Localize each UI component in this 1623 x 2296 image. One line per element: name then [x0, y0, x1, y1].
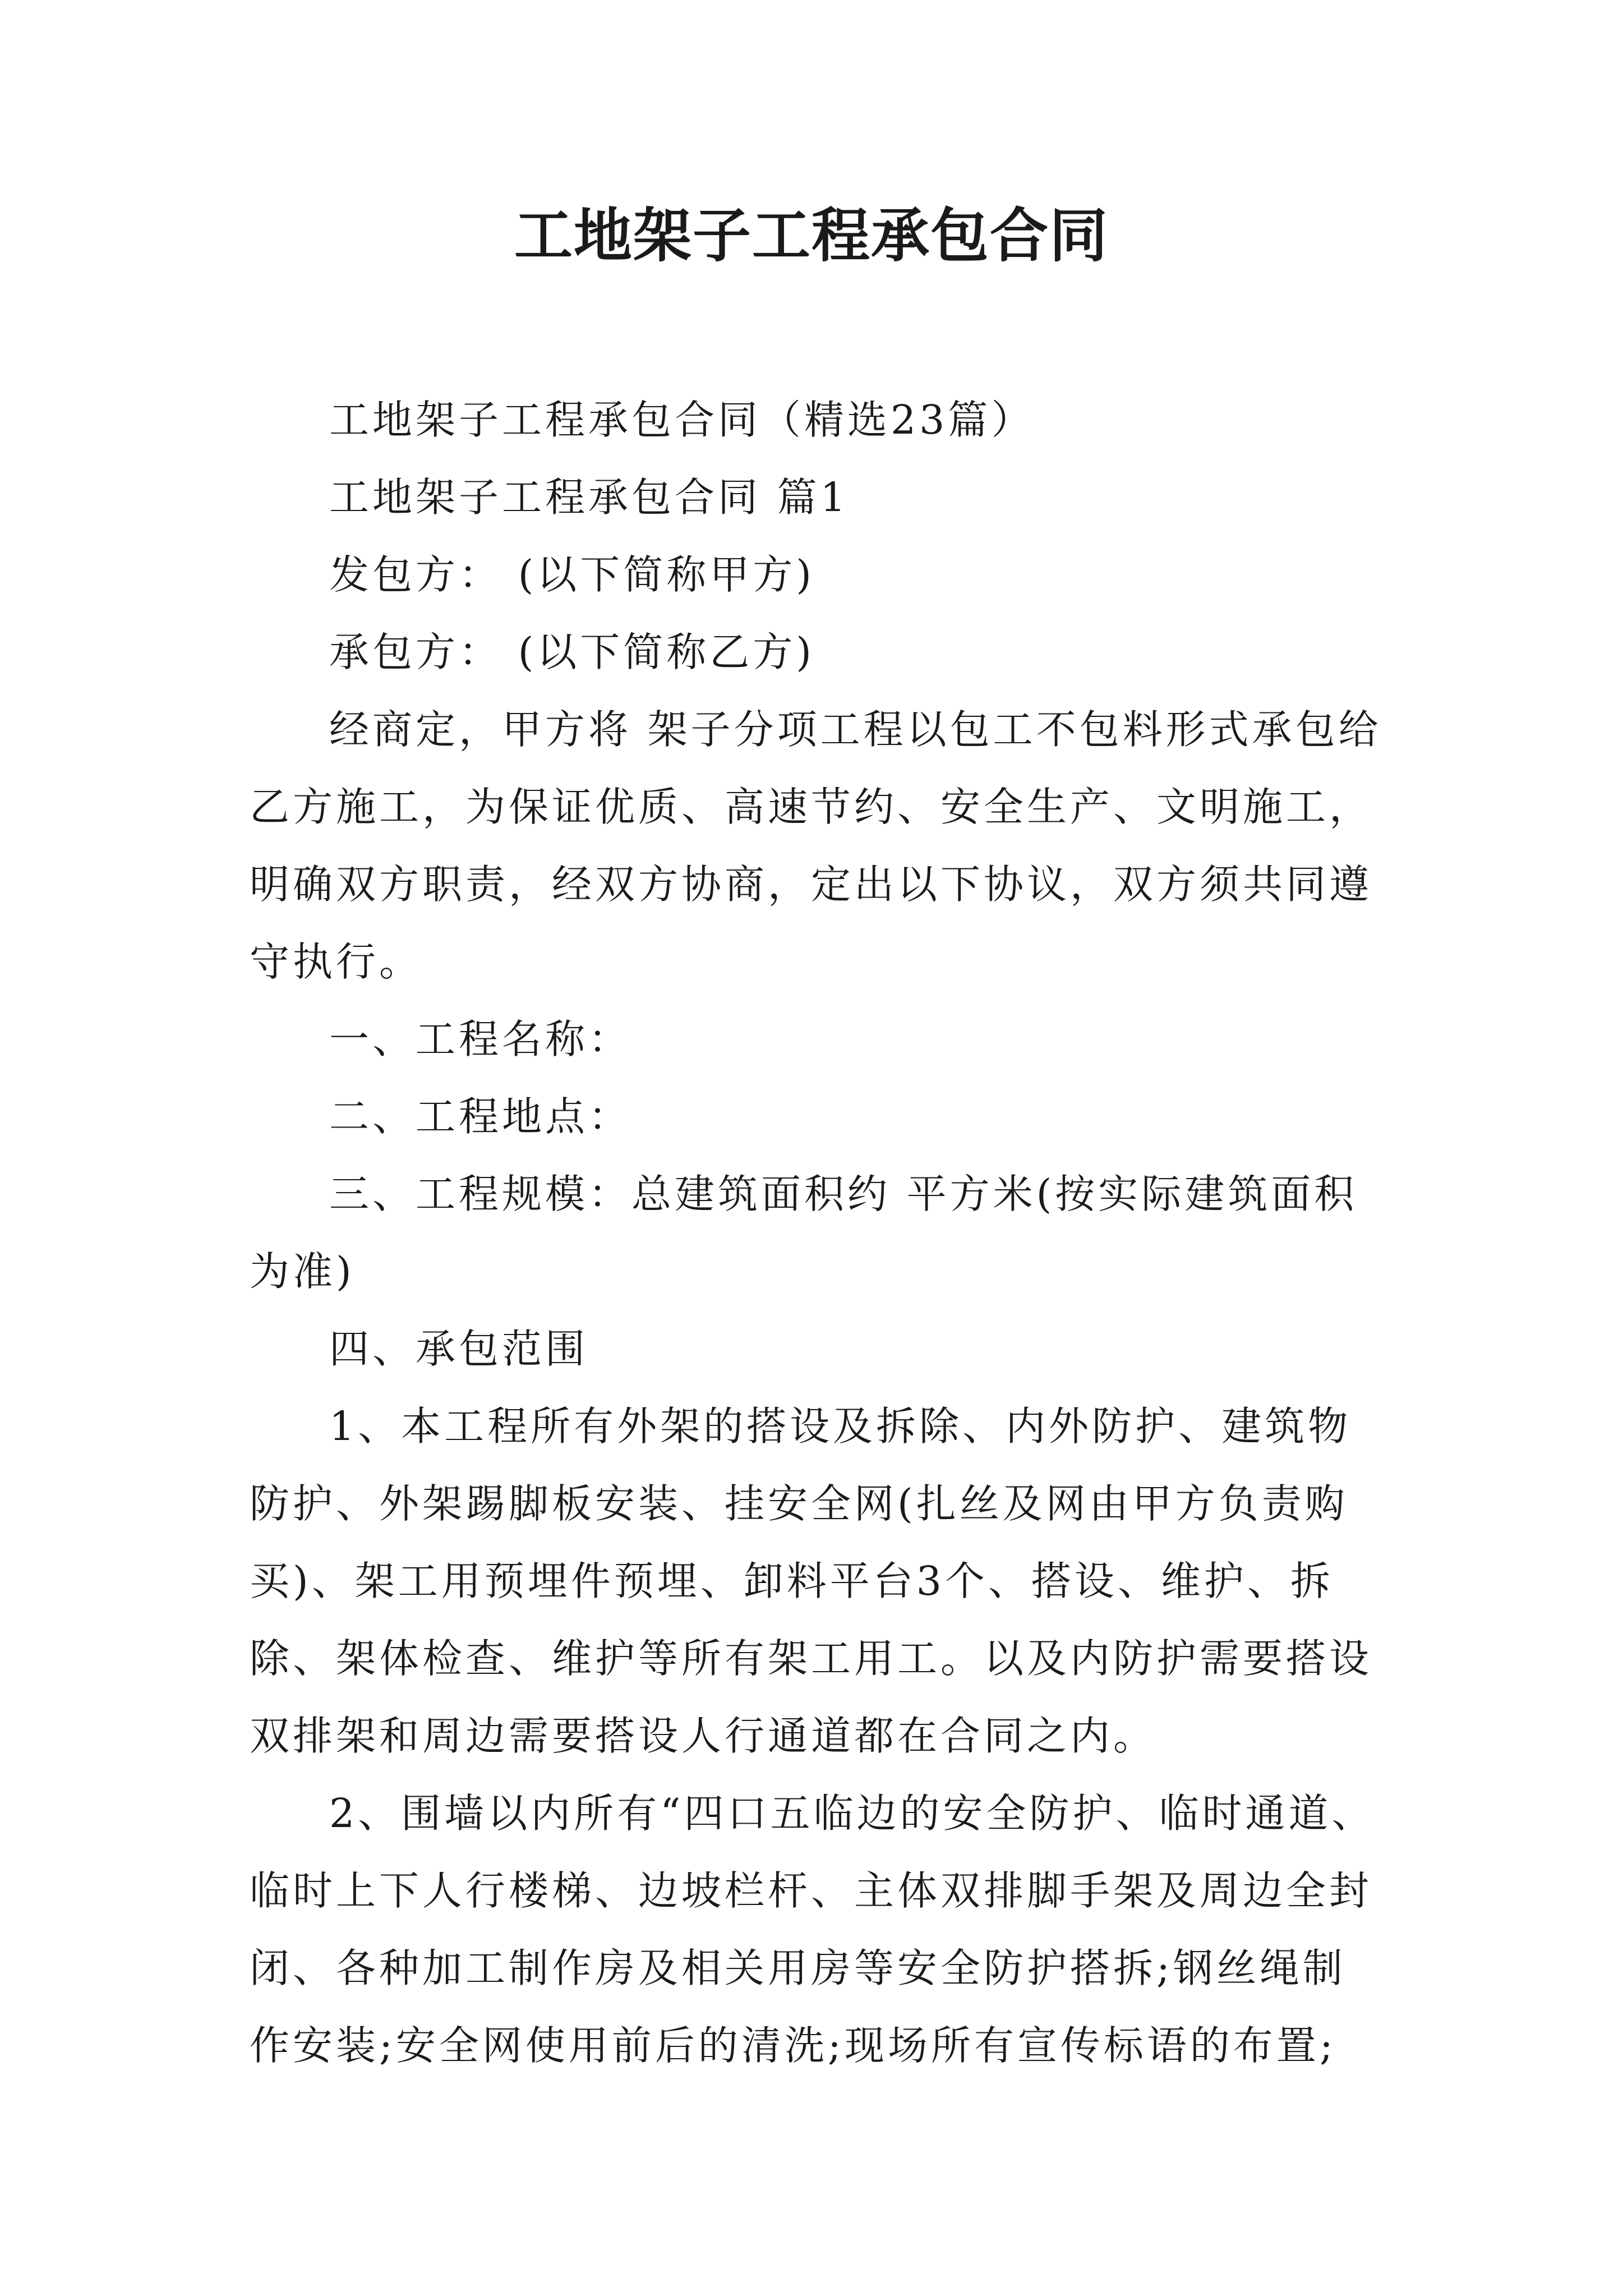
paragraph: 二、工程地点： — [329, 1093, 632, 1140]
paragraph: 承包方： (以下简称乙方) — [329, 629, 815, 675]
paragraph: 发包方： (以下简称甲方) — [329, 551, 815, 598]
document-title: 工地架子工程承包合同 — [514, 201, 1109, 270]
paragraph: 工地架子工程承包合同（精选23篇） — [329, 397, 1035, 443]
paragraph: 1、本工程所有外架的搭设及拆除、内外防护、建筑物防护、外架踢脚板安装、挂安全网(扎丝及网由甲方负责购买)、架工用预埋件预埋、卸料平台3个、搭设、维护、拆除、架体检查、维护等所有架工用工。以及内防护需要搭设双排架和周边需要搭设人行通道都在合同之内。 — [250, 1403, 1373, 1759]
paragraph: 工地架子工程承包合同 篇1 — [329, 474, 849, 521]
paragraph: 2、围墙以内所有“四口五临边的安全防护、临时通道、临时上下人行楼梯、边坡栏杆、主体双排脚手架及周边全封闭、各种加工制作房及相关用房等安全防护搭拆;钢丝绳制作安装;安全网使用前后的清洗;现场所有宣传标语的布置; — [250, 1790, 1375, 2069]
paragraph: 四、承包范围 — [329, 1326, 589, 1372]
paragraph: 一、工程名称： — [329, 1016, 632, 1062]
paragraph: 三、工程规模：总建筑面积约 平方米(按实际建筑面积为准) — [250, 1171, 1358, 1295]
document-body — [250, 381, 1382, 2085]
paragraph: 经商定，甲方将 架子分项工程以包工不包料形式承包给乙方施工，为保证优质、高速节约、安全生产、文明施工，明确双方职责，经双方协商，定出以下协议，双方须共同遵守执行。 — [250, 706, 1382, 985]
